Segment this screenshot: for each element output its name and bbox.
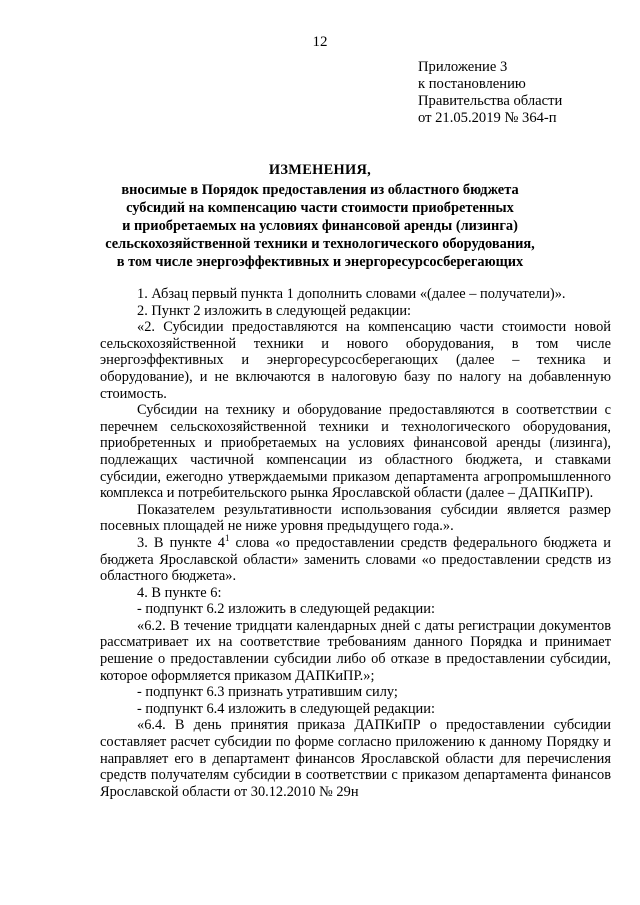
appendix-line-2: к постановлению (418, 76, 526, 92)
paragraph-2: 2. Пункт 2 изложить в следующей редакции: (137, 302, 412, 319)
appendix-line-1: Приложение 3 (418, 59, 508, 75)
appendix-line-3: Правительства области (418, 93, 563, 109)
paragraph-3: «2. Субсидии предоставляются на компенсацию части стоимости новой сельскохозяйственной техники и нового оборудования, в том числе энергоэффективных и энергоресурсосберегающих (далее – техника и оборудование), и не включаются в налоговую базу по налогу на добавленную стоимость. (100, 319, 611, 402)
appendix-line-4: от 21.05.2019 № 364-п (418, 110, 557, 126)
subtitle-line-1: вносимые в Порядок предоставления из областного бюджета (121, 182, 519, 198)
paragraph-12: «6.4. В день принятия приказа ДАПКиПР о предоставлении субсидии составляет расчет субсидии по форме согласно приложению к данному Порядку и направляет его в департамент финансов Ярославской области для перечисления средств получателям субсидии в соответствии с приказом департамента финансов Ярославской области от 30.12.2010 № 29н (100, 717, 611, 800)
paragraph-8: - подпункт 6.2 изложить в следующей редакции: (137, 601, 435, 618)
paragraph-6-start: 3. В пункте 4 (137, 534, 225, 551)
paragraph-10: - подпункт 6.3 признать утратившим силу; (137, 684, 398, 701)
document-header (0, 161, 640, 271)
paragraph-1: 1. Абзац первый пункта 1 дополнить словами «(далее – получатели)». (137, 286, 566, 302)
subtitle-line-5: в том числе энергоэффективных и энергоресурсосберегающих (116, 254, 524, 270)
superscript-number: 1 (224, 533, 230, 544)
paragraph-9: «6.2. В течение тридцати календарных дней с даты регистрации документов рассматривает их на соответствие требованиям данного Порядка и принимает решение о предоставлении субсидии либо об отказе в предоставлении субсидии, которое оформляется приказом ДАПКиПР.»; (100, 617, 611, 684)
paragraph-7: 4. В пункте 6: (137, 584, 222, 601)
subtitle-line-3: и приобретаемых на условиях финансовой аренды (лизинга) (122, 218, 518, 234)
document-title: ИЗМЕНЕНИЯ, (268, 162, 372, 178)
document-body (100, 286, 611, 800)
subtitle-line-4: сельскохозяйственной техники и технологического оборудования, (105, 236, 535, 252)
page-number: 12 (312, 34, 328, 50)
paragraph-5: Показателем результативности использования субсидии является размер посевных площадей не ниже уровня предыдущего года.». (100, 501, 611, 535)
paragraph-6 (100, 535, 611, 585)
paragraph-6-rest: слова «о предоставлении средств федерального бюджета и бюджета Ярославской области» заменить словами «о предоставлении средств из областного бюджета». (100, 534, 611, 585)
subtitle-line-2: субсидий на компенсацию части стоимости приобретенных (126, 200, 514, 216)
appendix-block (418, 59, 562, 127)
paragraph-11: - подпункт 6.4 изложить в следующей редакции: (137, 700, 435, 717)
paragraph-4: Субсидии на технику и оборудование предоставляются в соответствии с перечнем сельскохозяйственной техники и технологического оборудования, приобретенных и приобретаемых на условиях финансовой аренды (лизинга), подлежащих частичной компенсации из областного бюджета, и ставками субсидии, ежегодно утверждаемыми приказом департамента агропромышленного комплекса и потребительского рынка Ярославской области (далее – ДАПКиПР). (100, 402, 611, 502)
